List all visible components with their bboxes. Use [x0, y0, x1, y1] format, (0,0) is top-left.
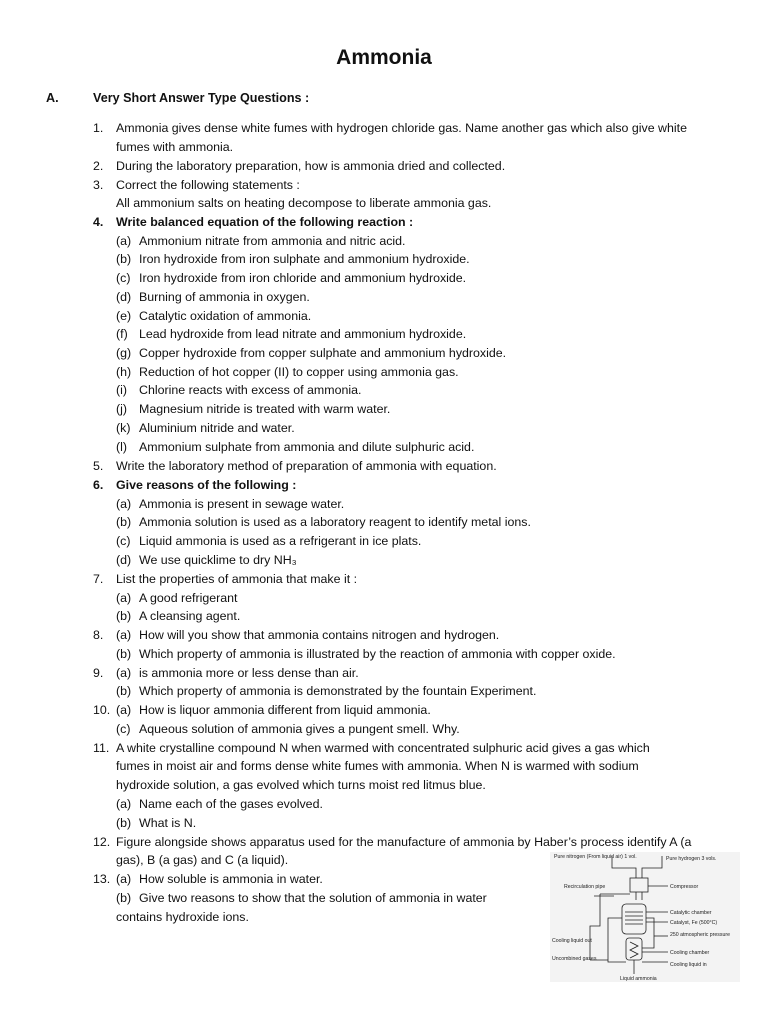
q9-b-text: Which property of ammonia is demonstrated by the fountain Experiment. — [139, 684, 537, 698]
q5-text: Write the laboratory method of preparation of ammonia with equation. — [116, 459, 497, 473]
label-cooling-liquid-in: Cooling liquid in — [670, 962, 707, 968]
q11-b-text: What is N. — [139, 816, 197, 830]
q9-number: 9. — [93, 666, 104, 680]
q7-a-label: (a) — [116, 591, 132, 605]
q4-d-text: Burning of ammonia in oxygen. — [139, 290, 310, 304]
q6-b-text: Ammonia solution is used as a laboratory reagent to identify metal ions. — [139, 515, 531, 529]
q7-b-text: A cleansing agent. — [139, 609, 241, 623]
page-title: Ammonia — [336, 46, 432, 69]
q8-a-text: How will you show that ammonia contains nitrogen and hydrogen. — [139, 628, 500, 642]
q2-number: 2. — [93, 159, 104, 173]
label-liquid-ammonia: Liquid ammonia — [620, 976, 657, 982]
q4-k-text: Aluminium nitride and water. — [139, 421, 295, 435]
label-pure-nitrogen: Pure nitrogen (From liquid air) 1 vol. — [554, 854, 637, 860]
q5-number: 5. — [93, 459, 104, 473]
q11-number: 11. — [93, 741, 110, 755]
q4-f-text: Lead hydroxide from lead nitrate and ammonium hydroxide. — [139, 327, 467, 341]
q6-number: 6. — [93, 478, 104, 492]
q6-d-label: (d) — [116, 553, 132, 567]
q8-b-text: Which property of ammonia is illustrated by the reaction of ammonia with copper oxide. — [139, 647, 616, 661]
q4-b-label: (b) — [116, 252, 132, 266]
q9-a-text: is ammonia more or less dense than air. — [139, 666, 359, 680]
q4-e-text: Catalytic oxidation of ammonia. — [139, 309, 312, 323]
label-cooling-chamber: Cooling chamber — [670, 950, 710, 956]
q1-line1: Ammonia gives dense white fumes with hydrogen chloride gas. Name another gas which also give white — [116, 121, 687, 135]
q4-i-label: (i) — [116, 383, 128, 397]
q4-a-label: (a) — [116, 234, 132, 248]
q10-number: 10. — [93, 703, 111, 717]
q4-l-text: Ammonium sulphate from ammonia and dilute sulphuric acid. — [139, 440, 475, 454]
label-catalyst: Catalyst, Fe (500°C) — [670, 920, 718, 926]
q1-number: 1. — [93, 121, 104, 135]
label-recirculation-pipe: Recirculation pipe — [564, 884, 606, 890]
q12-line1: Figure alongside shows apparatus used for the manufacture of ammonia by Haber’s process identify A (a — [116, 835, 692, 849]
q6-text: Give reasons of the following : — [116, 478, 297, 492]
q7-text: List the properties of ammonia that make it : — [116, 572, 358, 586]
label-pressure: 250 atmospheric pressure — [670, 932, 730, 938]
q4-h-label: (h) — [116, 365, 132, 379]
haber-process-figure — [550, 852, 740, 982]
q8-a-label: (a) — [116, 628, 132, 642]
q1-line2: fumes with ammonia. — [116, 140, 234, 154]
label-cooling-liquid-out: Cooling liquid out — [552, 938, 592, 944]
q10-c-text: Aqueous solution of ammonia gives a pungent smell. Why. — [139, 722, 460, 736]
q6-d-text: We use quicklime to dry NH₃ — [139, 553, 297, 567]
label-compressor: Compressor — [670, 884, 699, 890]
q6-a-label: (a) — [116, 497, 132, 511]
q6-c-text: Liquid ammonia is used as a refrigerant in ice plats. — [139, 534, 422, 548]
q12-line2: gas), B (a gas) and C (a liquid). — [116, 853, 289, 867]
section-title: Very Short Answer Type Questions : — [93, 91, 310, 105]
q13-number: 13. — [93, 872, 111, 886]
q4-j-label: (j) — [116, 402, 128, 416]
q6-c-label: (c) — [116, 534, 131, 548]
label-pure-hydrogen: Pure hydrogen 3 vols. — [666, 856, 717, 862]
q7-b-label: (b) — [116, 609, 132, 623]
q6-b-label: (b) — [116, 515, 132, 529]
q4-b-text: Iron hydroxide from iron sulphate and ammonium hydroxide. — [139, 252, 470, 266]
label-uncombined-gases: Uncombined gases — [552, 956, 597, 962]
q2-text: During the laboratory preparation, how is ammonia dried and collected. — [116, 159, 506, 173]
q11-line2: fumes in moist air and forms dense white fumes with ammonia. When N is warmed with sodium — [116, 759, 639, 773]
q7-a-text: A good refrigerant — [139, 591, 238, 605]
q11-line3: hydroxide solution, a gas evolved which turns moist red litmus blue. — [116, 778, 486, 792]
q9-b-label: (b) — [116, 684, 132, 698]
q4-text: Write balanced equation of the following reaction : — [116, 215, 414, 229]
q4-g-text: Copper hydroxide from copper sulphate and ammonium hydroxide. — [139, 346, 507, 360]
q4-a-text: Ammonium nitrate from ammonia and nitric acid. — [139, 234, 406, 248]
q11-b-label: (b) — [116, 816, 132, 830]
q4-k-label: (k) — [116, 421, 131, 435]
q12-number: 12. — [93, 835, 111, 849]
q10-a-label: (a) — [116, 703, 132, 717]
q6-a-text: Ammonia is present in sewage water. — [139, 497, 345, 511]
q3-sub: All ammonium salts on heating decompose to liberate ammonia gas. — [116, 196, 492, 210]
q7-number: 7. — [93, 572, 104, 586]
q13-a-label: (a) — [116, 872, 132, 886]
q11-a-text: Name each of the gases evolved. — [139, 797, 323, 811]
label-catalytic-chamber: Catalytic chamber — [670, 910, 712, 916]
q8-b-label: (b) — [116, 647, 132, 661]
q4-i-text: Chlorine reacts with excess of ammonia. — [139, 383, 362, 397]
q4-e-label: (e) — [116, 309, 132, 323]
q11-a-label: (a) — [116, 797, 132, 811]
q4-d-label: (d) — [116, 290, 132, 304]
q4-g-label: (g) — [116, 346, 132, 360]
q4-f-label: (f) — [116, 327, 128, 341]
q13-a-text: How soluble is ammonia in water. — [139, 872, 323, 886]
q4-number: 4. — [93, 215, 104, 229]
q11-line1: A white crystalline compound N when warmed with concentrated sulphuric acid gives a gas which — [116, 741, 650, 755]
q10-a-text: How is liquor ammonia different from liquid ammonia. — [139, 703, 431, 717]
q4-j-text: Magnesium nitride is treated with warm water. — [139, 402, 391, 416]
q13-b-label: (b) — [116, 891, 132, 905]
q13-b-text: Give two reasons to show that the solution of ammonia in water — [139, 891, 487, 905]
q4-c-text: Iron hydroxide from iron chloride and ammonium hydroxide. — [139, 271, 467, 285]
q9-a-label: (a) — [116, 666, 132, 680]
q8-number: 8. — [93, 628, 104, 642]
section-letter: A. — [46, 91, 59, 105]
q3-number: 3. — [93, 178, 104, 192]
q10-c-label: (c) — [116, 722, 131, 736]
q13-cont: contains hydroxide ions. — [116, 910, 249, 924]
q4-h-text: Reduction of hot copper (II) to copper using ammonia gas. — [139, 365, 459, 379]
q3-text: Correct the following statements : — [116, 178, 300, 192]
q4-c-label: (c) — [116, 271, 131, 285]
q4-l-label: (l) — [116, 440, 128, 454]
